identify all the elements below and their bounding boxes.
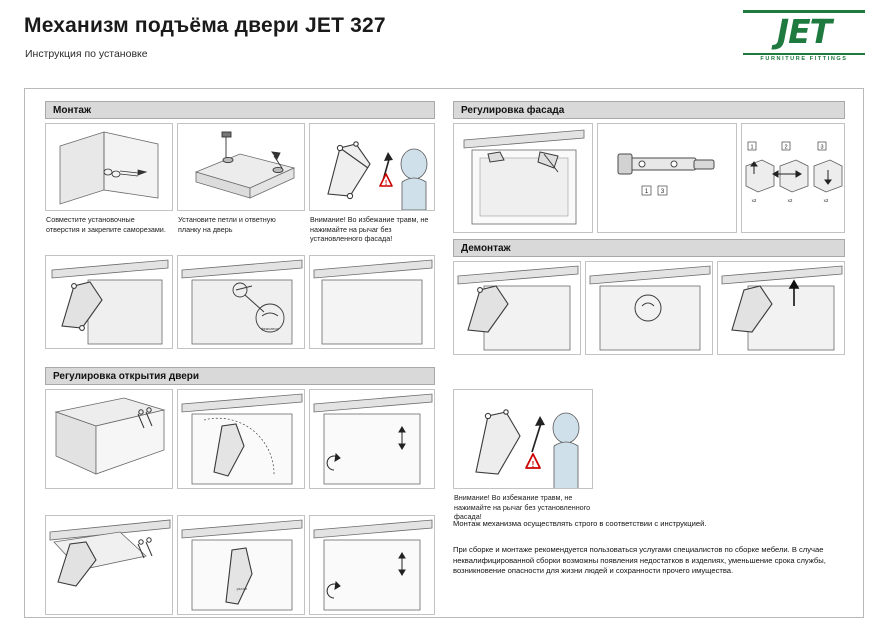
section-header-dismounting: Демонтаж [453,239,845,257]
svg-text:3: 3 [660,189,665,195]
caption-step-1: Совместите установочные отверстия и закрепите саморезами. [46,215,166,234]
illustration-facade-2 [597,123,737,233]
illustration-open-2 [177,389,305,489]
svg-text:x2: x2 [787,198,793,203]
illustration-mount-5 [177,255,305,349]
caption-warning-lower: Внимание! Во избежание травм, не нажимайте на рычаг без установленного фасада! [454,493,591,521]
illustration-open-1 [45,389,173,489]
illustration-mount-3-warning [309,123,435,211]
section-header-door-open-adjust: Регулировка открытия двери [45,367,435,385]
section-header-facade-adjust: Регулировка фасада [453,101,845,119]
illustration-mount-2 [177,123,305,211]
page-header [0,0,887,88]
caption-step-2: Установите петли и ответную планку на дверь [178,215,276,234]
svg-text:x2: x2 [751,198,757,203]
svg-text:!: ! [384,180,388,187]
jet-logo [743,10,865,68]
illustration-dismount-1 [453,261,581,355]
page-title: Механизм подъёма двери JET 327 [24,14,386,37]
note-line-1: Монтаж механизма осуществлять строго в соответствии с инструкцией. [453,519,707,528]
illustration-facade-1 [453,123,593,233]
svg-text:2: 2 [784,144,788,151]
illustration-mount-6 [309,255,435,349]
warning-triangle-icon [380,174,392,187]
note-line-2: При сборке и монтаже рекомендуется пользоваться услугами специалистов по сборке мебели. В случае неквалифицированной сборки возможны появления недостатков в изделиях, уменьшение срока службы, возникновение опасности для жизни людей и сохранности прочего имущества. [453,545,826,575]
logo-bottom-rule [743,53,865,55]
logo-tagline: FURNITURE FITTINGS [760,56,848,62]
svg-text:1: 1 [750,144,754,151]
svg-text:!: ! [531,460,535,469]
content-frame [24,88,864,618]
svg-text:рычаг: рычаг [236,586,248,591]
illustration-mount-4 [45,255,173,349]
illustration-open-5 [177,515,305,615]
section-header-mounting: Монтаж [45,101,435,119]
illustration-open-6 [309,515,435,615]
page-subtitle: Инструкция по установке [25,48,148,60]
caption-step-3: Внимание! Во избежание травм, не нажимайте на рычаг без установленного фасада! [310,215,429,243]
illustration-facade-3 [741,123,845,233]
illustration-mount-1 [45,123,173,211]
illustration-dismount-3 [717,261,845,355]
warning-triangle-icon-2 [526,454,540,469]
illustration-open-3 [309,389,435,489]
svg-text:фиксатор: фиксатор [261,326,279,331]
illustration-open-warning [453,389,593,489]
svg-text:x2: x2 [823,198,829,203]
illustration-dismount-2 [585,261,713,355]
logo-wordmark: JET [776,12,832,51]
illustration-open-4 [45,515,173,615]
svg-text:1: 1 [644,189,649,195]
svg-text:3: 3 [820,144,824,151]
